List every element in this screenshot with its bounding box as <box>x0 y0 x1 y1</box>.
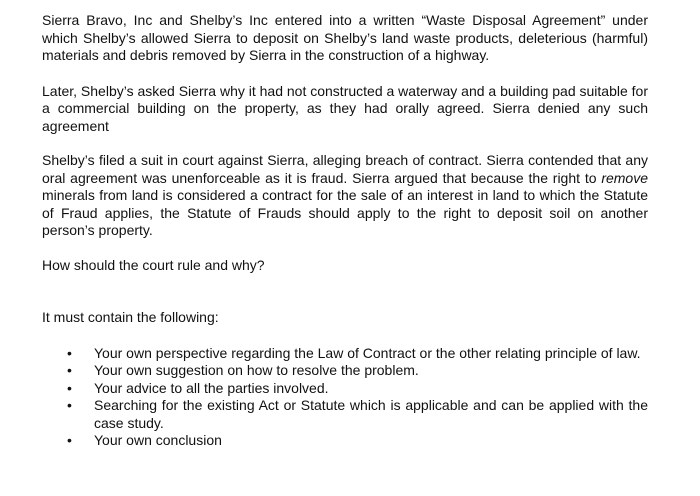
emphasized-word: remove <box>601 169 648 186</box>
requirement-text: Your own conclusion <box>94 432 222 448</box>
bullet-icon: • <box>67 397 72 413</box>
question-text: How should the court rule and why? <box>42 256 265 273</box>
requirement-item <box>67 397 648 432</box>
document-body <box>42 12 648 450</box>
requirement-text: Your own suggestion on how to resolve the problem. <box>94 362 419 378</box>
bullet-icon: • <box>67 362 72 378</box>
lawsuit-text-part-2: minerals from land is considered a contract for the sale of an interest in land to which the Statute of Fraud applies, the Statute of Frauds should apply to the right to deposit soil on another person’s property. <box>42 187 648 238</box>
requirement-item <box>67 344 648 363</box>
requirement-text: Searching for the existing Act or Statute which is applicable and can be applied with the case study. <box>94 397 648 431</box>
requirement-item <box>67 432 648 450</box>
bullet-icon: • <box>67 432 72 448</box>
requirement-text: Your advice to all the parties involved. <box>94 379 329 396</box>
requirements-intro: It must contain the following: <box>42 309 219 325</box>
oral-agreement-paragraph: Later, Shelby’s asked Sierra why it had not constructed a waterway and a building pad suitable for a commercial building on the property, as they had orally agreed. Sierra denied any such agreement <box>42 82 648 134</box>
requirements-list <box>42 345 648 450</box>
bullet-icon: • <box>67 344 72 361</box>
case-facts-paragraph: Sierra Bravo, Inc and Shelby’s Inc entered into a written “Waste Disposal Agreement” under which Shelby’s allowed Sierra to deposit on Shelby’s land waste products, deleterious (harmful) materials and debris removed by Sierra in the construction of a highway. <box>42 12 648 63</box>
requirement-item <box>67 379 648 398</box>
requirement-item <box>67 362 648 380</box>
lawsuit-paragraph <box>42 152 648 240</box>
requirement-text: Your own perspective regarding the Law of Contract or the other relating principle of law. <box>94 344 641 361</box>
lawsuit-text-part-1: Shelby’s filed a suit in court against Sierra, alleging breach of contract. Sierra contended that any oral agreement was unenforceable as it is fraud. Sierra argued that because the right to <box>42 152 648 186</box>
bullet-icon: • <box>67 379 72 396</box>
